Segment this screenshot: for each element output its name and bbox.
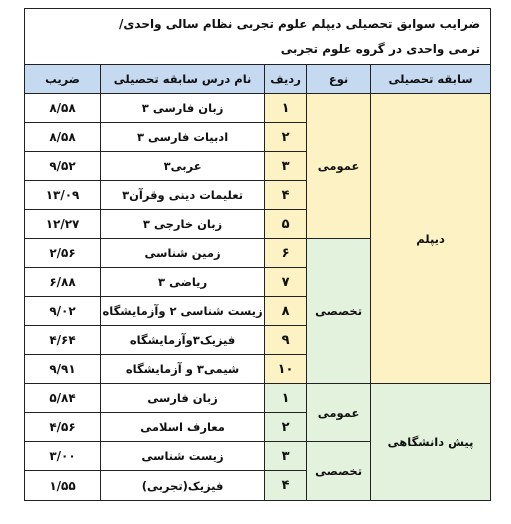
row-number: ۴ [265,181,307,210]
coefficient: ۱۲/۲۷ [25,210,101,239]
row-number: ۱ [265,384,307,413]
header-course: نام درس سابقه تحصیلی [101,65,265,94]
row-number: ۹ [265,326,307,355]
row-number: ۴ [265,471,307,501]
title-line-2: ترمی واحدی در گروه علوم تجربی [280,41,481,56]
coefficient: ۴/۵۶ [25,413,101,442]
row-number: ۲ [265,123,307,152]
row-number: ۱۰ [265,355,307,384]
coefficient: ۱/۵۵ [25,471,101,501]
coefficient: ۵/۸۴ [25,384,101,413]
table-row [25,94,491,123]
coefficient: ۹/۰۲ [25,297,101,326]
coefficient: ۳/۰۰ [25,442,101,471]
row-number: ۲ [265,413,307,442]
course-name: ادبیات فارسی ۳ [101,123,265,152]
coefficient: ۲/۵۶ [25,239,101,268]
course-name: تعلیمات دینی وقرآن۳ [101,181,265,210]
coefficient: ۶/۸۸ [25,268,101,297]
row-number: ۱ [265,94,307,123]
course-name: زیست شناسی ۲ وآزمایشگاه [101,297,265,326]
type-specialized: تخصصی [307,442,371,501]
coefficient: ۸/۵۸ [25,94,101,123]
title-line-1: ضرایب سوابق تحصیلی دیپلم علوم تجربی نظام سالی واحدی/ [119,16,481,31]
row-number: ۳ [265,152,307,181]
table-row [25,384,491,413]
course-name: زمین شناسی [101,239,265,268]
row-number: ۷ [265,268,307,297]
header-row-number: ردیف [265,65,307,94]
type-general: عمومی [307,384,371,442]
coefficient: ۱۳/۰۹ [25,181,101,210]
header-coefficient: ضریب [25,65,101,94]
coefficient: ۹/۹۱ [25,355,101,384]
course-name: زیست شناسی [101,442,265,471]
group-diploma: دیپلم [371,94,491,384]
table-title [25,9,491,65]
row-number: ۳ [265,442,307,471]
course-name: فیزیک(تجربی) [101,471,265,501]
course-name: زبان فارسی [101,384,265,413]
course-name: زبان فارسی ۳ [101,94,265,123]
coefficients-table [24,8,491,501]
coefficient: ۴/۶۴ [25,326,101,355]
header-record: سابقه تحصیلی [371,65,491,94]
row-number: ۵ [265,210,307,239]
course-name: عربی۳ [101,152,265,181]
course-name: شیمی۳ و آزمایشگاه [101,355,265,384]
row-number: ۶ [265,239,307,268]
type-general: عمومی [307,94,371,239]
header-type: نوع [307,65,371,94]
course-name: ریاضی ۳ [101,268,265,297]
course-name: فیزیک۳وآزمایشگاه [101,326,265,355]
course-name: معارف اسلامی [101,413,265,442]
header-row [25,65,491,94]
course-name: زبان خارجی ۳ [101,210,265,239]
row-number: ۸ [265,297,307,326]
coefficient: ۹/۵۲ [25,152,101,181]
type-specialized: تخصصی [307,239,371,384]
coefficient: ۸/۵۸ [25,123,101,152]
group-pre-university: پیش دانشگاهی [371,384,491,501]
